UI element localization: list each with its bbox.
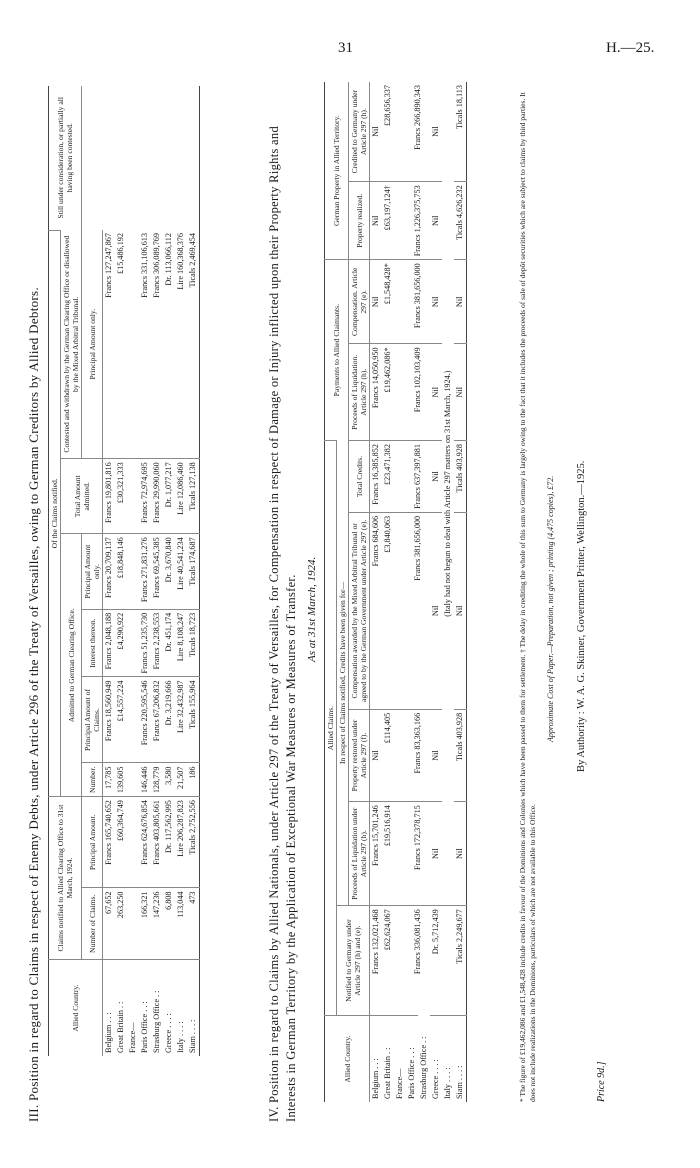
value-cell: 67,652: [103, 888, 116, 960]
value-cell: Nil: [454, 802, 467, 906]
value-cell: 263,250: [115, 888, 127, 960]
value-cell: Dr. 3,670,840: [163, 534, 175, 609]
table-row: [370, 82, 383, 1102]
col-of-claims: Of the Claims notified.: [49, 230, 61, 797]
col-restored: Property restored under Article 297 (f).: [349, 709, 370, 801]
value-cell: Lire 12,086,460: [175, 459, 187, 534]
table-row: [430, 82, 442, 1102]
value-cell: Dr. 1,077,217: [163, 459, 175, 534]
value-cell: £63,197,124†: [382, 182, 394, 260]
col-total-admitted: Total Amount admitted.: [61, 459, 103, 534]
value-cell: Francs 637,397,881: [406, 441, 430, 513]
value-cell: Francs 72,974,695: [139, 459, 151, 534]
value-cell: £30,321,333: [115, 459, 127, 534]
value-cell: £19,462,086*: [382, 344, 394, 441]
value-cell: Nil: [454, 344, 467, 441]
value-cell: Lire 32,432,987: [175, 677, 187, 763]
value-cell: Francs 331,106,613: [140, 233, 149, 298]
country-cell: Greece . . . :: [163, 960, 175, 1057]
value-cell: Francs 2,048,188: [103, 609, 116, 677]
value-cell: Francs 306,089,769: [152, 233, 161, 298]
value-cell: Ticals 403,928: [454, 441, 467, 513]
col-contested: Contested and withdrawn by the German Clearing Office or disallowed by the Mixed Arbitral Tribunal.: [61, 230, 82, 459]
value-cell: Francs 624,676,854: [139, 797, 151, 888]
rotated-landscape-content: [18, 62, 618, 1142]
value-cell: £4,290,922: [115, 609, 127, 677]
col-contested-principal: Principal Amount only.: [82, 534, 103, 609]
country-cell: Italy . . . :: [175, 960, 187, 1057]
value-cell: Nil: [430, 344, 442, 441]
country-cell: Paris Office . . :: [139, 960, 151, 1057]
value-cell: Nil: [371, 126, 380, 137]
value-cell: Lire 160,368,376: [176, 233, 185, 290]
value-cell: 21,507: [175, 763, 187, 797]
col-admitted-interest: Interest thereon.: [82, 609, 103, 677]
country-cell: Belgium . . :: [103, 960, 116, 1057]
price: Price 9d.]: [596, 1061, 607, 1102]
italy-note: (Italy had not begun to deal with Article 297 matters on 31st March, 1924.): [443, 370, 452, 617]
value-cell: Nil: [430, 182, 442, 260]
table-row: [394, 82, 406, 1102]
col-allied-claims: Allied Claims.: [325, 441, 337, 1016]
col-still-principal: Principal Amount only.: [82, 230, 103, 459]
table-row: [187, 86, 200, 1056]
page-number: 31: [338, 40, 353, 56]
value-cell: 186: [187, 763, 200, 797]
section-3-title: III. Position in regard to Claims in respect of Enemy Debts, under Article 296 of the Treaty of Versailles, owing to German Creditors by Allied Debtors.: [26, 287, 41, 1122]
col-german-property-group: German Property in Allied Territory.: [325, 82, 349, 260]
value-cell: Francs 271,831,276: [139, 534, 151, 609]
value-cell: £3,840,063: [382, 512, 394, 709]
value-cell: Francs 18,560,949: [103, 677, 116, 763]
col-pay-proceeds: Proceeds of Liquidation. Article 297 (h).: [349, 344, 370, 441]
value-cell: Nil: [370, 182, 383, 260]
col-proceeds: Proceeds of Liquidation under Article 297 (h).: [349, 802, 370, 906]
value-cell: Nil: [454, 512, 467, 709]
value-cell: Ticals 2,752,556: [187, 797, 200, 888]
value-cell: Nil: [430, 802, 442, 906]
value-cell: 147,236: [151, 888, 163, 960]
value-cell: Francs 381,656,000: [406, 512, 430, 709]
value-cell: Francs 69,545,385: [151, 534, 163, 609]
value-cell: Ticals 4,626,232: [454, 182, 467, 260]
col-allied-country: Allied Country.: [325, 1016, 370, 1103]
value-cell: Nil: [370, 260, 383, 344]
country-cell: Italy . . . :: [442, 1016, 454, 1103]
value-cell: Francs 1,226,375,753: [406, 182, 430, 260]
value-cell: Nil: [430, 709, 442, 801]
value-cell: Ticals 155,964: [187, 677, 200, 763]
table-row: [127, 86, 139, 1056]
section-4-date: As at 31st March, 1924.: [306, 556, 318, 662]
value-cell: Nil: [370, 709, 383, 801]
value-cell: Dr. 3,219,666: [163, 677, 175, 763]
value-cell: Ticals 2,249,677: [454, 906, 467, 1016]
value-cell: £62,624,067: [382, 906, 394, 1016]
value-cell: Lire 206,287,823: [175, 797, 187, 888]
value-cell: Ticals 2,469,454: [188, 233, 197, 288]
country-cell: Siam . . . :: [454, 1016, 467, 1103]
country-cell: France—: [394, 1016, 406, 1103]
value-cell: 128,779: [151, 763, 163, 797]
col-admitted-number: Number.: [82, 763, 103, 797]
value-cell: Francs 29,990,060: [151, 459, 163, 534]
value-cell: £23,471,382: [382, 441, 394, 513]
country-cell: Great Britain . :: [115, 960, 127, 1057]
value-cell: Francs 16,385,852: [370, 441, 383, 513]
value-cell: Francs 127,247,867: [104, 233, 113, 298]
value-cell: 166,321: [139, 888, 151, 960]
col-allied-country: Allied Country.: [49, 960, 103, 1057]
value-cell: Francs 336,081,436: [406, 906, 430, 1016]
value-cell: Lire 40,541,234: [175, 534, 187, 609]
table-row: [103, 86, 116, 1056]
value-cell: Dr. 117,562,995: [163, 797, 175, 888]
value-cell: Francs 172,378,715: [406, 802, 430, 906]
value-cell: £28,656,337: [383, 85, 392, 126]
value-cell: Ticals 174,687: [187, 534, 200, 609]
col-admitted-group: Admitted to German Clearing Office.: [61, 534, 82, 797]
col-number-of-claims: Number of Claims.: [82, 888, 103, 960]
country-cell: Great Britain . :: [382, 1016, 394, 1103]
col-compensation: Compensation awarded by the Mixed Arbitral Tribunal or agreed to by the German Government under Article 297 (e).: [349, 512, 370, 709]
value-cell: Nil: [454, 260, 467, 344]
country-cell: Strasburg Office . :: [151, 960, 163, 1057]
table-row: [175, 86, 187, 1056]
value-cell: Francs 67,206,832: [151, 677, 163, 763]
value-cell: Ticals 127,138: [187, 459, 200, 534]
col-admitted-principal: Principal Amount of Claims.: [82, 677, 103, 763]
table-row: [151, 86, 163, 1056]
col-notified: Notified to Germany under Article 297 (h) and (e).: [337, 906, 370, 1016]
value-cell: Francs 14,050,950: [370, 344, 383, 441]
document-reference: H.—25.: [606, 40, 655, 56]
value-cell: £18,848,146: [115, 534, 127, 609]
value-cell: £14,557,224: [115, 677, 127, 763]
value-cell: Dr. 5,712,439: [430, 906, 442, 1016]
country-cell: Siam . . . :: [187, 960, 200, 1057]
value-cell: Francs 132,021,468: [370, 906, 383, 1016]
section-4-title: IV. Position in regard to Claims by Allied Nationals, under Article 297 of the Treaty of Versailles, for Compensation in respect of Damage or Injury inflicted upon their Property Rights and Interests in German Territory by the Application of Exceptional War Measures or Measures of Transfer.: [267, 125, 298, 1122]
value-cell: Francs 220,595,546: [139, 677, 151, 763]
country-cell: Paris Office . . :: [406, 1016, 418, 1103]
value-cell: Ticals 403,928: [454, 709, 467, 801]
allied-claims-table: [324, 82, 467, 1102]
value-cell: Francs 403,805,661: [151, 797, 163, 888]
col-pay-compensation: Compensation. Article 297 (e).: [349, 260, 370, 344]
value-cell: Ticals 18,723: [187, 609, 200, 677]
value-cell: 6,808: [163, 888, 175, 960]
value-cell: Ticals 18,113: [455, 85, 464, 129]
table-row: [139, 86, 151, 1056]
value-cell: 146,446: [139, 763, 151, 797]
col-payments-group: Payments to Allied Claimants.: [325, 260, 349, 441]
value-cell: Lire 8,108,247: [175, 609, 187, 677]
value-cell: Francs 19,801,816: [103, 459, 116, 534]
country-cell: Greece . . . :: [430, 1016, 442, 1103]
value-cell: Francs 102,103,409: [406, 344, 430, 441]
table-row: [115, 86, 127, 1056]
country-cell: Belgium . . :: [370, 1016, 383, 1103]
value-cell: Francs 165,740,652: [103, 797, 116, 888]
approximate-cost: Approximate Cost of Paper.—Preparation, not given ; printing (4,475 copies), £72.: [546, 475, 555, 742]
col-credited: Credited to Germany under Article 297 (h).: [349, 82, 370, 182]
footnote: * The figure of £19,462,086 and £1,548,428 include credits in favour of the Dominions and Colonies which have been passed to them for settlement. † The delay in crediting the whole of this sum to Germany is largely owing to the fact that it includes the proceeds of sale of depôt securities which are subject to claims by third parties. It does not include realizations in the Dominions, particulars of which are not available to this Office.: [518, 92, 537, 1102]
value-cell: Francs 20,709,137: [103, 534, 116, 609]
value-cell: Francs 15,701,246: [370, 802, 383, 906]
value-cell: Francs 51,235,730: [139, 609, 151, 677]
value-cell: Francs 381,656,000: [406, 260, 430, 344]
table-row: [406, 82, 418, 1102]
col-credits-group: In respect of Claims notified, Credits have been given for—: [337, 441, 349, 906]
country-cell: France—: [127, 960, 139, 1057]
table-row: [382, 82, 394, 1102]
col-total-credits: Total Credits.: [349, 441, 370, 513]
value-cell: Nil: [431, 126, 440, 137]
value-cell: £114,405: [382, 709, 394, 801]
value-cell: Dr. 113,066,112: [164, 233, 173, 286]
value-cell: Francs 684,606: [370, 512, 383, 709]
col-principal-amount: Principal Amount.: [82, 797, 103, 888]
value-cell: Nil: [430, 441, 442, 513]
value-cell: 3,580: [163, 763, 175, 797]
table-row: [442, 82, 454, 1102]
value-cell: Francs 2,238,553: [151, 609, 163, 677]
col-still-under-consideration: Still under consideration, or partially all having been contested.: [49, 86, 82, 230]
col-notified-group: Claims notified to Allied Clearing Office to 31st March, 1924.: [49, 797, 82, 960]
value-cell: Nil: [430, 260, 442, 344]
value-cell: £1,548,428*: [382, 260, 394, 344]
enemy-debts-table: [48, 86, 200, 1056]
value-cell: £60,364,749: [115, 797, 127, 888]
country-cell: Strasburg Office . :: [419, 1036, 428, 1099]
value-cell: 113,044: [175, 888, 187, 960]
value-cell: 17,785: [103, 763, 116, 797]
value-cell: 473: [187, 888, 200, 960]
value-cell: Francs 83,363,166: [406, 709, 430, 801]
table-row: [163, 86, 175, 1056]
value-cell: Dr. 451,174: [163, 609, 175, 677]
value-cell: £19,516,914: [382, 802, 394, 906]
col-realized: Property realized.: [349, 182, 370, 260]
table-row: [454, 82, 467, 1102]
value-cell: 139,605: [115, 763, 127, 797]
value-cell: £15,486,192: [116, 233, 125, 274]
value-cell: Francs 266,890,343: [413, 85, 422, 150]
value-cell: Nil: [430, 512, 442, 709]
printer-authority: By Authority : W. A. G. Skinner, Government Printer, Wellington.—1925.: [576, 460, 587, 772]
